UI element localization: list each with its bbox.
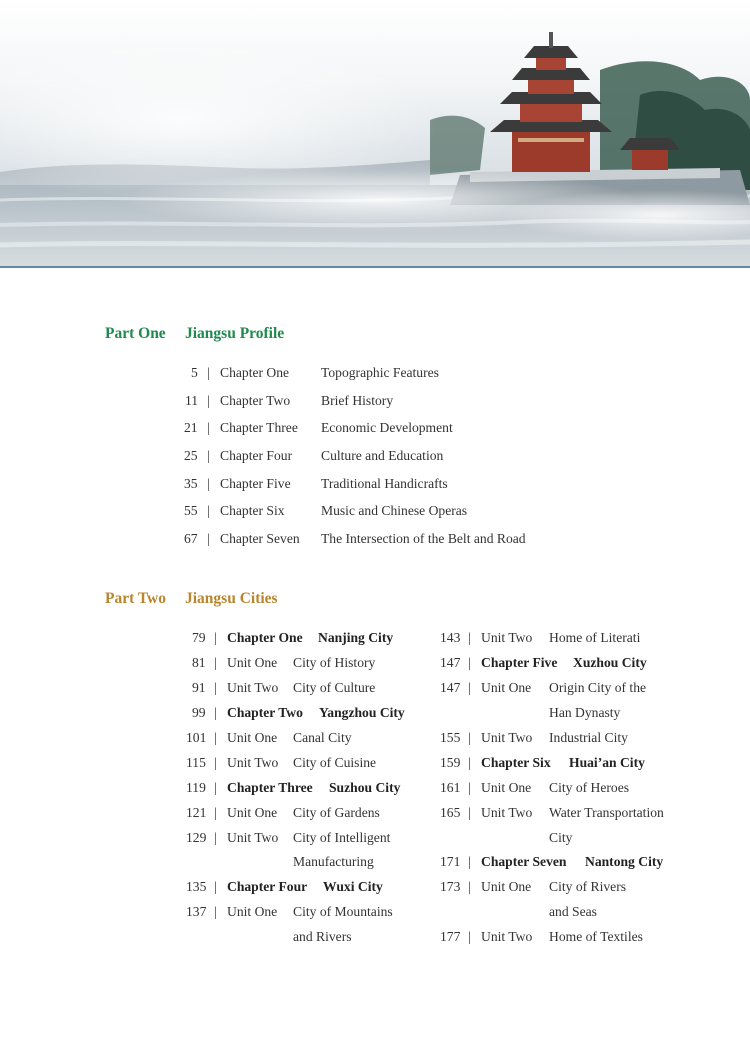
part-two-title: Jiangsu Cities xyxy=(185,590,278,607)
separator: | xyxy=(468,730,471,745)
unit-title-continued: Han Dynasty xyxy=(549,705,621,720)
chapter-label: Chapter Seven xyxy=(481,854,567,869)
chapter-title: Traditional Handicrafts xyxy=(321,476,448,491)
unit-title: City of Culture xyxy=(293,680,376,695)
chapter-label: Chapter Three xyxy=(227,780,313,795)
unit-label: Unit One xyxy=(227,730,278,745)
chapter-label: Chapter Three xyxy=(220,420,298,435)
chapter-title: The Intersection of the Belt and Road xyxy=(321,531,526,546)
separator: | xyxy=(214,680,217,695)
separator: | xyxy=(214,780,217,795)
part-two-heading xyxy=(105,590,278,608)
page-number: 147 xyxy=(440,680,461,695)
chapter-title: Culture and Education xyxy=(321,448,444,463)
separator: | xyxy=(207,476,210,491)
unit-title: City of History xyxy=(293,655,376,670)
header-banner xyxy=(0,0,750,268)
page-number: 143 xyxy=(440,630,461,645)
unit-title-continued: City xyxy=(549,830,573,845)
chapter-label: Chapter One xyxy=(227,630,303,645)
chapter-label: Chapter Five xyxy=(481,655,558,670)
unit-title-continued: and Seas xyxy=(549,904,597,919)
separator: | xyxy=(207,420,210,435)
unit-title: City of Gardens xyxy=(293,805,380,820)
separator: | xyxy=(214,879,217,894)
page-number: 137 xyxy=(186,904,207,919)
separator: | xyxy=(214,655,217,670)
page-number: 91 xyxy=(192,680,206,695)
chapter-title: Yangzhou City xyxy=(319,705,405,720)
unit-label: Unit One xyxy=(227,904,278,919)
unit-label: Unit Two xyxy=(227,755,279,770)
unit-label: Unit Two xyxy=(227,680,279,695)
chapter-label: Chapter Two xyxy=(220,393,291,408)
separator: | xyxy=(207,448,210,463)
unit-title: City of Heroes xyxy=(549,780,630,795)
separator: | xyxy=(468,655,471,670)
separator: | xyxy=(468,854,471,869)
separator: | xyxy=(468,780,471,795)
page-number: 25 xyxy=(184,448,198,463)
separator: | xyxy=(214,630,217,645)
chapter-title: Nantong City xyxy=(585,854,664,869)
unit-title: City of Intelligent xyxy=(293,830,391,845)
chapter-title: Brief History xyxy=(321,393,394,408)
unit-title-continued: Manufacturing xyxy=(293,854,374,869)
pagoda-landscape-illustration xyxy=(0,0,750,268)
page-number: 81 xyxy=(192,655,206,670)
unit-title: City of Rivers xyxy=(549,879,627,894)
unit-label: Unit One xyxy=(481,680,532,695)
banner-divider xyxy=(0,266,750,268)
page-number: 101 xyxy=(186,730,207,745)
separator: | xyxy=(214,805,217,820)
page-number: 99 xyxy=(192,705,206,720)
unit-title-continued: and Rivers xyxy=(293,929,352,944)
page-number: 161 xyxy=(440,780,461,795)
chapter-label: Chapter Six xyxy=(220,503,285,518)
page-number: 121 xyxy=(186,805,207,820)
separator: | xyxy=(214,830,217,845)
page-number: 67 xyxy=(184,531,198,546)
chapter-title: Topographic Features xyxy=(321,365,439,380)
page-number: 173 xyxy=(440,879,461,894)
unit-label: Unit Two xyxy=(481,630,533,645)
chapter-title: Huai’an City xyxy=(569,755,645,770)
page-number: 177 xyxy=(440,929,461,944)
unit-label: Unit Two xyxy=(227,830,279,845)
page-number: 35 xyxy=(184,476,198,491)
chapter-label: Chapter Four xyxy=(227,879,308,894)
page-number: 135 xyxy=(186,879,207,894)
page-number: 165 xyxy=(440,805,461,820)
separator: | xyxy=(214,705,217,720)
page-number: 119 xyxy=(186,780,206,795)
unit-title: Canal City xyxy=(293,730,352,745)
separator: | xyxy=(207,365,210,380)
separator: | xyxy=(207,503,210,518)
separator: | xyxy=(207,393,210,408)
unit-title: City of Cuisine xyxy=(293,755,377,770)
chapter-label: Chapter Seven xyxy=(220,531,300,546)
chapter-title: Music and Chinese Operas xyxy=(321,503,468,518)
separator: | xyxy=(214,730,217,745)
chapter-title: Nanjing City xyxy=(318,630,394,645)
page-number: 155 xyxy=(440,730,461,745)
page-number: 147 xyxy=(440,655,461,670)
unit-label: Unit Two xyxy=(481,730,533,745)
chapter-label: Chapter Six xyxy=(481,755,551,770)
chapter-title: Wuxi City xyxy=(323,879,383,894)
unit-title: City of Mountains xyxy=(293,904,393,919)
page-number: 115 xyxy=(186,755,206,770)
chapter-label: Chapter Five xyxy=(220,476,291,491)
unit-label: Unit One xyxy=(481,879,532,894)
separator: | xyxy=(214,755,217,770)
unit-label: Unit One xyxy=(227,655,278,670)
part-two-label: Part Two xyxy=(105,590,166,607)
separator: | xyxy=(468,929,471,944)
chapter-label: Chapter Two xyxy=(227,705,303,720)
chapter-title: Xuzhou City xyxy=(573,655,647,670)
page-number: 79 xyxy=(192,630,206,645)
unit-label: Unit One xyxy=(227,805,278,820)
separator: | xyxy=(468,680,471,695)
chapter-label: Chapter Four xyxy=(220,448,293,463)
unit-title: Home of Literati xyxy=(549,630,641,645)
chapter-title: Suzhou City xyxy=(329,780,401,795)
chapter-title: Economic Development xyxy=(321,420,453,435)
separator: | xyxy=(214,904,217,919)
page-number: 55 xyxy=(184,503,198,518)
part-one-title: Jiangsu Profile xyxy=(185,325,285,342)
unit-label: Unit Two xyxy=(481,805,533,820)
unit-label: Unit Two xyxy=(481,929,533,944)
page-number: 129 xyxy=(186,830,207,845)
page-number: 171 xyxy=(440,854,461,869)
separator: | xyxy=(468,879,471,894)
page-number: 159 xyxy=(440,755,461,770)
page-number: 5 xyxy=(191,365,198,380)
unit-title: Origin City of the xyxy=(549,680,647,695)
chapter-label: Chapter One xyxy=(220,365,290,380)
unit-title: Home of Textiles xyxy=(549,929,643,944)
separator: | xyxy=(468,805,471,820)
unit-title: Industrial City xyxy=(549,730,628,745)
part-one-heading xyxy=(105,325,284,343)
page-number: 21 xyxy=(184,420,198,435)
unit-title: Water Transportation xyxy=(549,805,664,820)
page-number: 11 xyxy=(185,393,199,408)
separator: | xyxy=(468,630,471,645)
pagoda-icon xyxy=(490,32,612,172)
unit-label: Unit One xyxy=(481,780,532,795)
part-one-label: Part One xyxy=(105,325,166,342)
separator: | xyxy=(468,755,471,770)
separator: | xyxy=(207,531,210,546)
